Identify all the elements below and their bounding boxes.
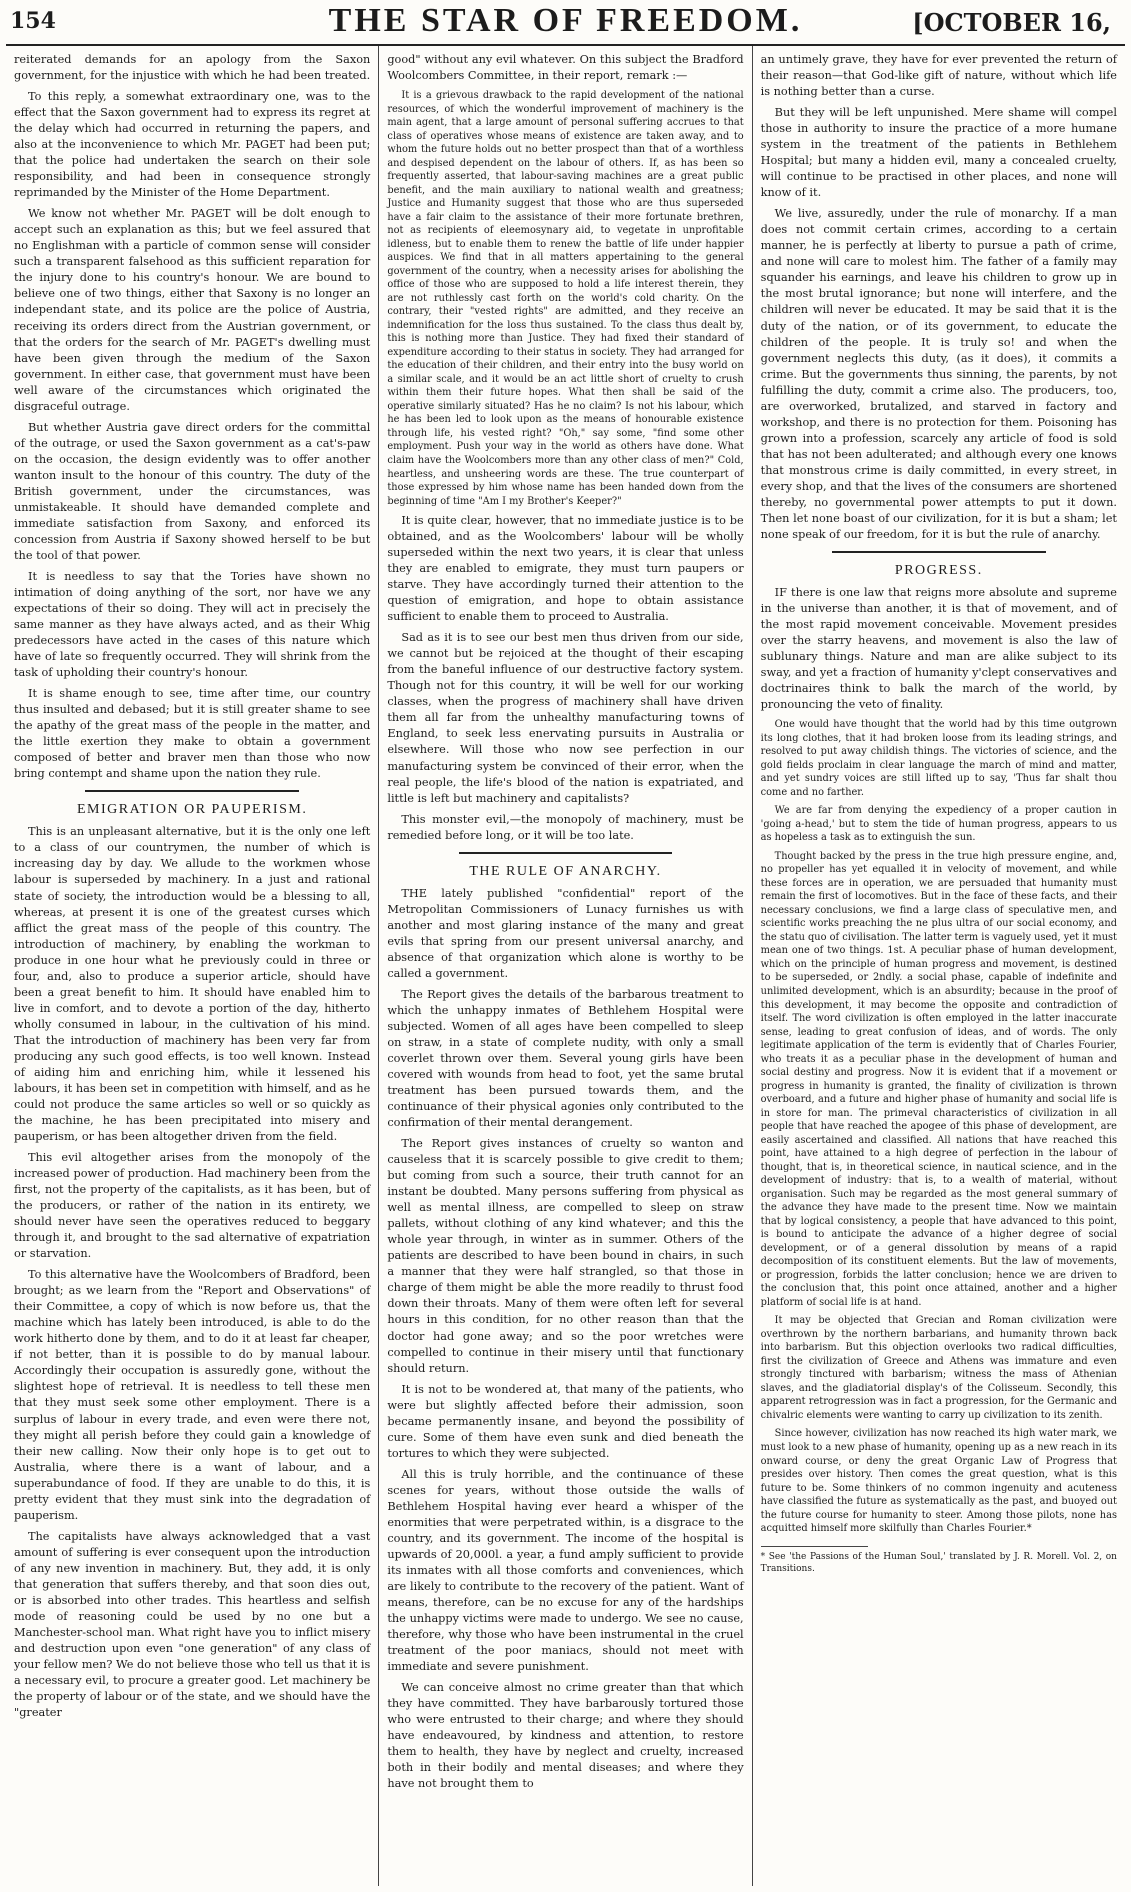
paragraph: IF there is one law that reigns more absolute and supreme in the universe than another, it is that of movement, and of the most rapid movement conceivable. Movement presides over the starry heavens, and movement is also the law of sublunary things. Nature and man are alike subject to its sway, and yet a fraction of humanity y'clept conservatives and doctrinaires think to balk the march of the world, by pronouncing the veto of finality. [760,585,1117,712]
section-divider [459,852,673,854]
paragraph: But whether Austria gave direct orders for the committal of the outrage, or used the Saxon government as a cat's-paw on the occasion, the design evidently was to offer another wanton insult to the honour of this country. The duty of the British government, under the circumstances, was unmistakeable. It should have demanded complete and immediate satisfaction from Saxony, and enforced its concession from Austria if Saxony showed herself to be but the tool of that power. [14,420,371,562]
footnote-divider [761,1546,868,1547]
paragraph: This monster evil,—the monopoly of machinery, must be remedied before long, or it will be too late. [387,812,744,842]
paragraph: It is quite clear, however, that no immediate justice is to be obtained, and as the Woolcombers' labour will be wholly superseded within the next two years, it is clear that unless they are enabled to emigrate, they must turn paupers or starve. They have accordingly turned their attention to the question of emigration, and hope to obtain assistance sufficient to enable them to proceed to Australia. [387,514,744,624]
article-columns [6,46,1125,1886]
newspaper-title: THE STAR OF FREEDOM. [328,2,803,39]
paragraph: This is an unpleasant alternative, but it is the only one left to a class of our countrymen, the number of which is increasing day by day. We allude to the workmen whose labour is superseded by machinery. In a just and rational state of society, the introduction would be a blessing to all, whereas, at present it is one of the greatest curses which afflict the great mass of the people of this country. The introduction of machinery, by enabling the workman to produce in one hour what he previously could in three or four, and, also to produce a superior article, should have been a great benefit to him. It should have enabled him to live in comfort, and to devote a portion of the day, hitherto wholly consumed in labour, in the cultivation of his mind. That the introduction of machinery has been very far from producing any such good effects, is too well known. Instead of aiding him and enriching him, while it lessened his labours, it has been set in competition with himself, and as he could not produce the same articles so well or so quickly as the machine, he has been precipitated into misery and pauperism, or has been altogether driven from the field. [14,825,371,1143]
paragraph: It is needless to say that the Tories have shown no intimation of doing anything of the sort, nor have we any expectations of their so doing. They will act in precisely the same manner as they have always acted, and as their Whig predecessors have acted in the cases of this nature which have of late so frequently occurred. They will shrink from the task of upholding their country's honour. [14,569,371,680]
paragraph: good" without any evil whatever. On this subject the Bradford Woolcombers Committee, in their report, remark :— [387,53,744,83]
paragraph: Thought backed by the press in the true high pressure engine, and, no propeller has yet equalled it in velocity of movement, and while these forces are in operation, we are persuaded that humanity must remain the first of locomotives. But in the face of these facts, and their necessary conclusions, we find a large class of speculative men, and scientific works preaching the ne plus ultra of our social economy, and the statu quo of civilisation. The latter term is vaguely used, yet it must mean one of two things. 1st. A peculiar phase of human development, which on the principle of human progress and movement, is destined to be superseded, or 2ndly. a social phase, capable of indefinite and unlimited development, which is an absurdity; because in the proof of this development, it may become the opposite and contradiction of itself. The word civilization is often employed in the latter inaccurate sense, leading to great confusion of ideas, and of words. The only legitimate application of the term is evidently that of Charles Fourier, who treats it as a peculiar phase in the development of human and social destiny and progress. Now it is evident that if a movement or progress in humanity is granted, the finality of civilization is thrown overboard, and a future and higher phase of humanity and social life is in store for man. The primeval characteristics of civilization in all people that have reached the apogee of this phase of development, are easily ascertained and classified. All nations that have reached this point, have attained to a high degree of perfection in the labour of thought, that is, in theoretical science, in nautical science, and in the development of industry: that is, to a wealth of material, without organisation. Such may be regarded as the most general summary of the advance they have made to the present time. Now we maintain that by logical consistency, a people that have advanced to this point, is bound to anticipate the advance of a higher degree of social development, or of a general dissolution by means of a rapid decomposition of its constituent elements. But the law of movements, or progression, forbids the latter conclusion; hence we are driven to the conclusion that, this point once attained, another and a higher platform of social life is at hand. [760,850,1117,1308]
issue-date: [OCTOBER 16, [912,8,1111,37]
paragraph: The Report gives instances of cruelty so wanton and causeless that it is scarcely possible to give credit to them; but coming from such a source, their truth cannot for an instant be doubted. Many persons suffering from physical as well as mental illness, are compelled to sleep on straw pallets, without clothing of any kind whatever; and this the whole year through, in winter as in summer. Others of the patients are described to have been bound in chairs, in such a manner that they were half strangled, so that those in charge of them might be able the more readily to thrust food down their throats. Many of them were often left for several hours in this condition, for no other reason than that the doctor had gone away; and so the poor wretches were compelled to continue in their misery until that functionary should return. [387,1137,744,1375]
paragraph: To this reply, a somewhat extraordinary one, was to the effect that the Saxon government had to express its regret at the delay which had occurred in returning the papers, and also at the inconvenience to which Mr. PAGET had been put; that the police had undertaken the search on their sole responsibility, and had been in consequence strongly reprimanded by the Minister of the Home Department. [14,90,371,200]
section-heading-emigration: EMIGRATION OR PAUPERISM. [76,802,308,818]
paragraph: We know not whether Mr. PAGET will be dolt enough to accept such an explanation as this; but we feel assured that no Englishman with a particle of common sense will consider such a transparent falsehood as this sufficient reparation for the injury done to his country's honour. We are bound to believe one of two things, either that Saxony is no longer an independant state, and its police are the police of Austria, receiving its orders direct from the Austrian government, or that the orders for the search of Mr. PAGET's dwelling must have been given through the medium of the Saxon government. In either case, that government must have been well aware of the circumstances which originated the disgraceful outrage. [14,207,371,413]
paragraph: We are far from denying the expediency of a proper caution in 'going a-head,' but to stem the tide of human progress, appears to us as hopeless a task as to extinguish the sun. [760,805,1117,844]
section-heading-anarchy: THE RULE OF ANARCHY. [469,863,662,879]
paragraph: an untimely grave, they have for ever prevented the return of their reason—that God-like gift of nature, without which life is nothing better than a curse. [760,53,1117,99]
section-heading-progress: PROGRESS. [894,562,983,578]
paragraph: Since however, civilization has now reached its high water mark, we must look to a new phase of humanity, opening up as a new reach in its onward course, or deny the great Organic Law of Progress that presides over history. Then comes the great question, what is this future to be. Some thinkers of no common ingenuity and acuteness have classified the future as systematically as the past, and buoyed out the future course for humanity to steer. Among those pilots, none has acquitted himself more skilfully than Charles Fourier.* [760,1428,1117,1535]
paragraph: This evil altogether arises from the monopoly of the increased power of production. Had machinery been from the first, not the property of the capitalists, as it has been, but of the producers, or rather of the nation in its entirety, we should never have seen the operatives reduced to beggary through it, and brought to the sad alternative of expatriation or starvation. [14,1151,371,1261]
column-3 [752,46,1125,1886]
paragraph: The capitalists have always acknowledged that a vast amount of suffering is ever consequent upon the introduction of any new invention in machinery. But, they add, it is only that generation that suffers thereby, and that soon dies out, or is absorbed into other trades. This heartless and selfish mode of reasoning could be used by no one but a Manchester-school man. What right have you to inflict misery and destruction upon even "one generation" of any class of your fellow men? We do not believe those who tell us that it is a necessary evil, to procure a greater good. Let machinery be the property of labour or of the state, and we should have the "greater [14,1529,371,1720]
section-divider [832,551,1046,553]
column-1 [6,46,378,1886]
paragraph: One would have thought that the world had by this time outgrown its long clothes, that it had broken loose from its leading strings, and resolved to put away childish things. The victories of science, and the gold fields proclaim in clear language the march of mind and matter, and yet sundry voices are still lifted up to say, 'Thus far shalt thou come and no farther. [760,719,1117,798]
paragraph: It is not to be wondered at, that many of the patients, who were but slightly affected before their admission, soon became permanently insane, and beyond the possibility of cure. Some of them have even sunk and died beneath the tortures to which they were subjected. [387,1382,744,1460]
column-2 [378,46,751,1886]
masthead [6,0,1125,46]
paragraph: THE lately published "confidential" report of the Metropolitan Commissioners of Lunacy furnishes us with another and most glaring instance of the many and great evils that spring from our present universal anarchy, and absence of that organization which alone is worthy to be called a government. [387,886,744,980]
paragraph: It may be objected that Grecian and Roman civilization were overthrown by the northern barbarians, and humanity thrown back into barbarism. But this objection overlooks two radical difficulties, first the civilization of Greece and Athens was immature and even strongly tinctured with barbarism; witness the mass of Athenian slaves, and the gladiatorial display's of the Colisseum. Secondly, this apparent retrogression was in fact a progression, for the Germanic and chivalric elements were wanting to carry up civilization to its zenith. [760,1315,1117,1421]
paragraph: To this alternative have the Woolcombers of Bradford, been brought; as we learn from the "Report and Observations" of their Committee, a copy of which is now before us, that the machine which has lately been introduced, is able to do the work hitherto done by them, and to do it at least far cheaper, if not better, than it is possible to do by manual labour. Accordingly their occupation is assuredly gone, without the slightest hope of retrieval. It is needless to tell these men that they must seek some other employment. There is a surplus of labour in every trade, and even were there not, they might all perish before they could gain a knowledge of their new calling. Now their only hope is to get out to Australia, where there is a want of labour, and a superabundance of food. If they are unable to do this, it is pretty evident that they must sink into the degradation of pauperism. [14,1268,371,1522]
paragraph: We can conceive almost no crime greater than that which they have committed. They have barbarously tortured those who were entrusted to their charge; and where they should have endeavoured, by kindness and attention, to restore them to health, they have by neglect and cruelty, increased both in their bodily and mental diseases; and where they have not brought them to [387,1681,744,1791]
paragraph: reiterated demands for an apology from the Saxon government, for the injustice with which he had been treated. [14,53,371,83]
footnote: * See 'the Passions of the Human Soul,' translated by J. R. Morell. Vol. 2, on Transitions. [760,1551,1117,1574]
section-divider [85,790,299,792]
paragraph: It is shame enough to see, time after time, our country thus insulted and debased; but it is still greater shame to see the apathy of the great mass of the people in the matter, and the little exertion they make to obtain a government composed of better and braver men than those who now bring contempt and shame upon the nation they rule. [14,687,371,781]
page-number: 154 [10,8,56,34]
paragraph: Sad as it is to see our best men thus driven from our side, we cannot but be rejoiced at the thought of their escaping from the baneful influence of our destructive factory system. Though not for this country, it will be well for our working classes, when the progress of machinery shall have driven them all far from the unhealthy manufacturing towns of England, to seek less enervating pursuits in Australia or elsewhere. Will those who now see perfection in our manufacturing system be convinced of their error, when the real people, the life's blood of the nation is expatriated, and little is left but machinery and capitalists? [387,631,744,805]
paragraph: But they will be left unpunished. Mere shame will compel those in authority to insure the practice of a more humane system in the treatment of the patients in Bethlehem Hospital; but many a hidden evil, many a concealed cruelty, will continue to be practised in other places, and none will know of it. [760,106,1117,200]
paragraph: All this is truly horrible, and the continuance of these scenes for years, without those outside the walls of Bethlehem Hospital having ever heard a whisper of the enormities that were perpetrated within, is a disgrace to the country, and its government. The income of the hospital is upwards of 20,000l. a year, a fund amply sufficient to provide its inmates with all those comforts and conveniences, which are likely to contribute to the recovery of the patient. Want of means, therefore, can be no excuse for any of the hardships the unhappy victims were made to undergo. We see no cause, therefore, why those who have been instrumental in the cruel treatment of the poor maniacs, should not meet with immediate and severe punishment. [387,1467,744,1674]
block-quote: It is a grievous drawback to the rapid development of the national resources, of which the wonderful improvement of machinery is the main agent, that a large amount of personal suffering accrues to that class of operatives whose means of existence are taken away, and to whom the future holds out no better prospect than that of a worthless and despised dependent on the labour of others. If, as has been so frequently asserted, that labour-saving machines are a great public benefit, and the main auxiliary to national wealth and greatness; Justice and Humanity suggest that those who are thus superseded have a fair claim to the assistance of their more fortunate brethren, not as recipients of eleemosynary aid, to vegetate in unprofitable idleness, but to enable them to renew the battle of life under happier auspices. We find that in all matters appertaining to the general government of the country, when a necessity arises for abolishing the office of those who are supposed to hold a life interest therein, they are not ruthlessly cast forth on the world's cold charity. On the contrary, their "vested rights" are admitted, and they receive an indemnification for the loss thus sustained. To the class thus dealt by, this is nothing more than Justice. They had fixed their standard of expenditure according to their status in society. They had arranged for the education of their children, and their entry into the busy world on a similar scale, and it would be an act little short of cruelty to crush within them their future hopes. What then shall be said of the operative similarly situated? Has he no claim? Is not his labour, which he has been led to look upon as the means of honourable existence through life, his vested right? "Oh," say some, "find some other employment. Push your way in the world as others have done. What claim have the Woolcombers more than any other class of men?" Cold, heartless, and unsheering words are these. The true counterpart of those expressed by him whose name has been handed down from the beginning of time "Am I my Brother's Keeper?" [387,90,744,507]
paragraph: The Report gives the details of the barbarous treatment to which the unhappy inmates of Bethlehem Hospital were subjected. Women of all ages have been compelled to sleep on straw, in a state of complete nudity, with only a small coverlet thrown over them. Several young girls have been covered with wounds from head to foot, yet the same brutal treatment has been pursued towards them, and the continuance of their physical agonies only contributed to the confirmation of their mental derangement. [387,987,744,1130]
paragraph: We live, assuredly, under the rule of monarchy. If a man does not commit certain crimes, according to a certain manner, he is perfectly at liberty to pursue a path of crime, and none will care to molest him. The father of a family may squander his earnings, and leave his children to grow up in the most brutal ignorance; but none will interfere, and the children will never be educated. It may be said that it is the duty of the nation, or of its government, to educate the children of the people. It is truly so! and when the government neglects this duty, (as it does), it commits a crime. But the governments thus sinning, the parents, by not fulfilling the duty, commit a crime also. The producers, too, are overworked, brutalized, and starved in factory and workshop, and there is no protection for them. Poisoning has grown into a profession, scarcely any article of food is sold that has not been adulterated; and although every one knows that monstrous crime is daily committed, in every street, in every shop, and that the lives of the consumers are shortened thereby, no governmental power attempts to put it down. Then let none boast of our civilization, for it is but a sham; let none speak of our freedom, for it is but the rule of anarchy. [760,207,1117,541]
